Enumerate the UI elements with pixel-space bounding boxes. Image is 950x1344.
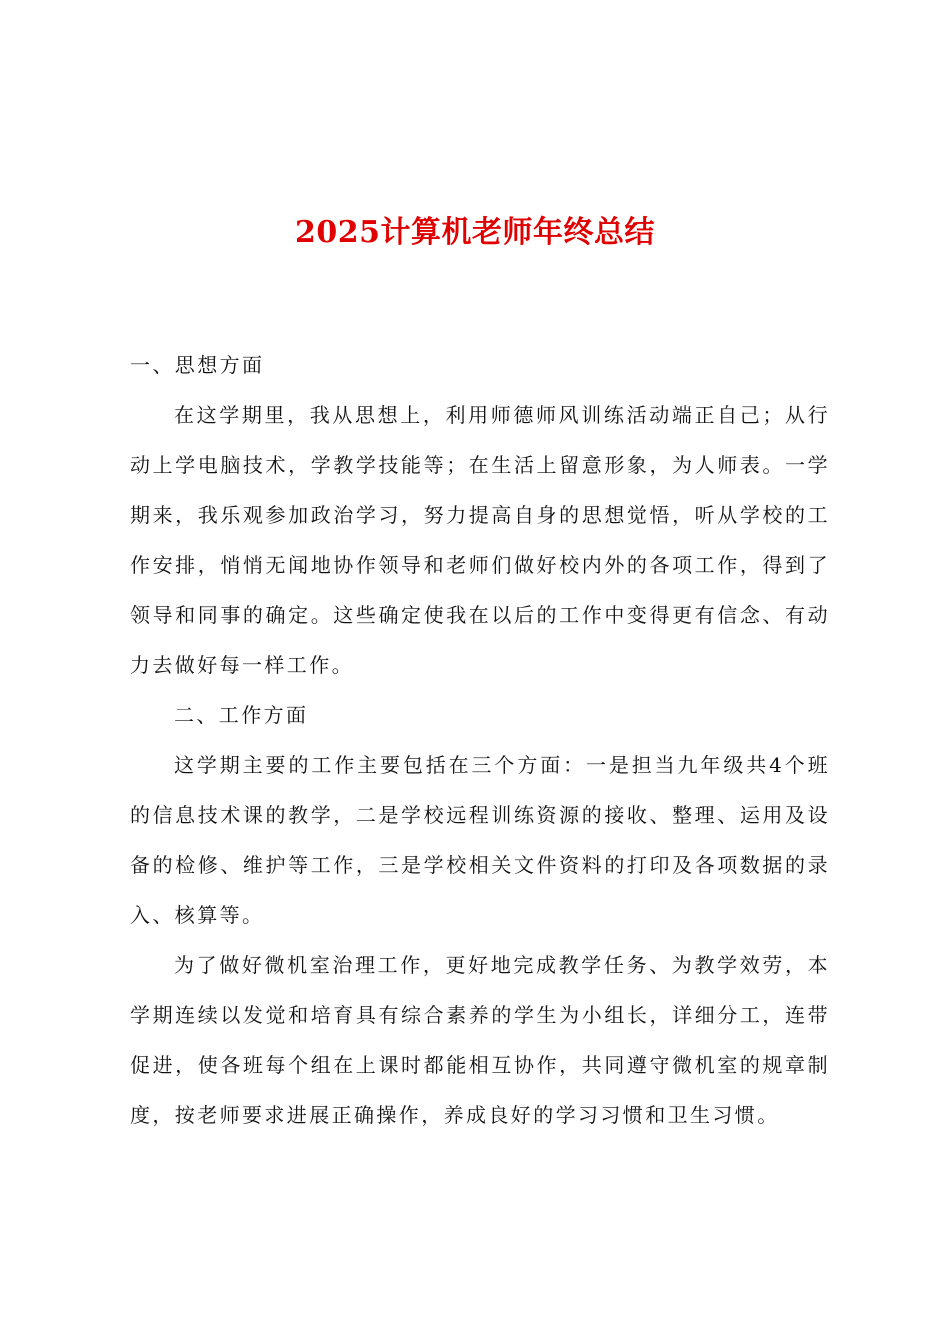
document-body: [130, 340, 830, 1140]
section-heading-work: 二、工作方面: [174, 703, 309, 727]
paragraph-work-scope: 这学期主要的工作主要包括在三个方面：一是担当九年级共4个班的信息技术课的教学，二是学校远程训练资源的接收、整理、运用及设备的检修、维护等工作，三是学校相关文件资料的打印及各项数据的录入、核算等。: [130, 753, 830, 927]
paragraph-lab-management: 为了做好微机室治理工作，更好地完成教学任务、为教学效劳，本学期连续以发觉和培育具有综合素养的学生为小组长，详细分工，连带促进，使各班每个组在上课时都能相互协作，共同遵守微机室的规章制度，按老师要求进展正确操作，养成良好的学习习惯和卫生习惯。: [130, 953, 830, 1127]
document-title: 2025计算机老师年终总结: [295, 215, 655, 250]
paragraph-thought: 在这学期里，我从思想上，利用师德师风训练活动端正自己；从行动上学电脑技术，学教学技能等；在生活上留意形象，为人师表。一学期来，我乐观参加政治学习，努力提高自身的思想觉悟，听从学校的工作安排，悄悄无闻地协作领导和老师们做好校内外的各项工作，得到了领导和同事的确定。这些确定使我在以后的工作中变得更有信念、有动力去做好每一样工作。: [130, 403, 830, 677]
section-heading-thought: 一、思想方面: [130, 353, 265, 377]
